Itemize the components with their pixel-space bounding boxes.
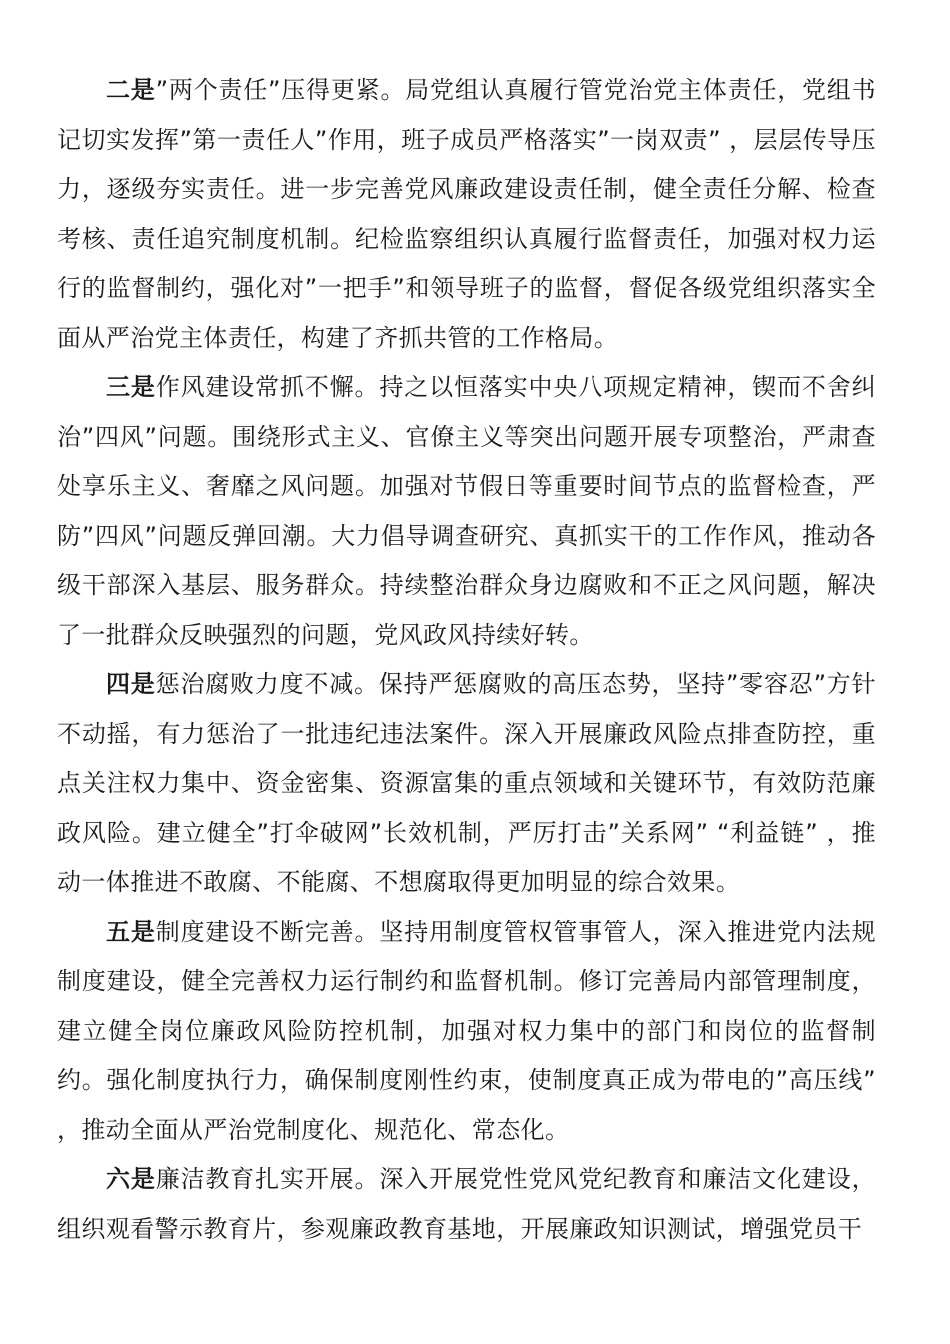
paragraph-2 [57,66,876,363]
paragraph-6 [57,1155,876,1254]
paragraph-lead: 六是 [106,1165,156,1193]
paragraph-text: 惩治腐败力度不减。保持严惩腐败的高压态势，坚持”零容忍”方针不动摇，有力惩治了一批违纪违法案件。深入开展廉政风险点排查防控，重点关注权力集中、资金密集、资源富集的重点领域和关键环节，有效防范廉政风险。建立健全”打伞破网”长效机制，严厉打击”关系网” “利益链” ，推动一体推进不敢腐、不能腐、不想腐取得更加明显的综合效果。 [57,670,876,896]
paragraph-5 [57,908,876,1156]
paragraph-4 [57,660,876,908]
document-body [57,66,876,1254]
paragraph-lead: 五是 [106,917,156,946]
paragraph-lead: 二是 [106,76,156,104]
paragraph-text: 廉洁教育扎实开展。深入开展党性党风党纪教育和廉洁文化建设，组织观看警示教育片，参观廉政教育基地，开展廉政知识测试，增强党员干 [57,1165,876,1243]
paragraph-text: 制度建设不断完善。坚持用制度管权管事管人，深入推进党内法规制度建设，健全完善权力运行制约和监督机制。修订完善局内部管理制度，建立健全岗位廉政风险防控机制，加强对权力集中的部门和岗位的监督制约。强化制度执行力，确保制度刚性约束，使制度真正成为带电的”高压线” ，推动全面从严治党制度化、规范化、常态化。 [57,917,876,1144]
paragraph-text: ”两个责任”压得更紧。局党组认真履行管党治党主体责任，党组书记切实发挥”第一责任人”作用，班子成员严格落实”一岗双责” ，层层传导压力，逐级夯实责任。进一步完善党风廉政建设责任制，健全责任分解、检查考核、责任追究制度机制。纪检监察组织认真履行监督责任，加强对权力运行的监督制约，强化对”一把手”和领导班子的监督，督促各级党组织落实全面从严治党主体责任，构建了齐抓共管的工作格局。 [57,76,876,352]
paragraph-3 [57,363,876,660]
paragraph-lead: 四是 [106,670,156,698]
paragraph-text: 作风建设常抓不懈。持之以恒落实中央八项规定精神，锲而不舍纠治”四风”问题。围绕形式主义、官僚主义等突出问题开展专项整治，严肃查处享乐主义、奢靡之风问题。加强对节假日等重要时间节点的监督检查，严防”四风”问题反弹回潮。大力倡导调查研究、真抓实干的工作作风，推动各级干部深入基层、服务群众。持续整治群众身边腐败和不正之风问题，解决了一批群众反映强烈的问题，党风政风持续好转。 [57,373,876,649]
paragraph-lead: 三是 [106,373,156,401]
